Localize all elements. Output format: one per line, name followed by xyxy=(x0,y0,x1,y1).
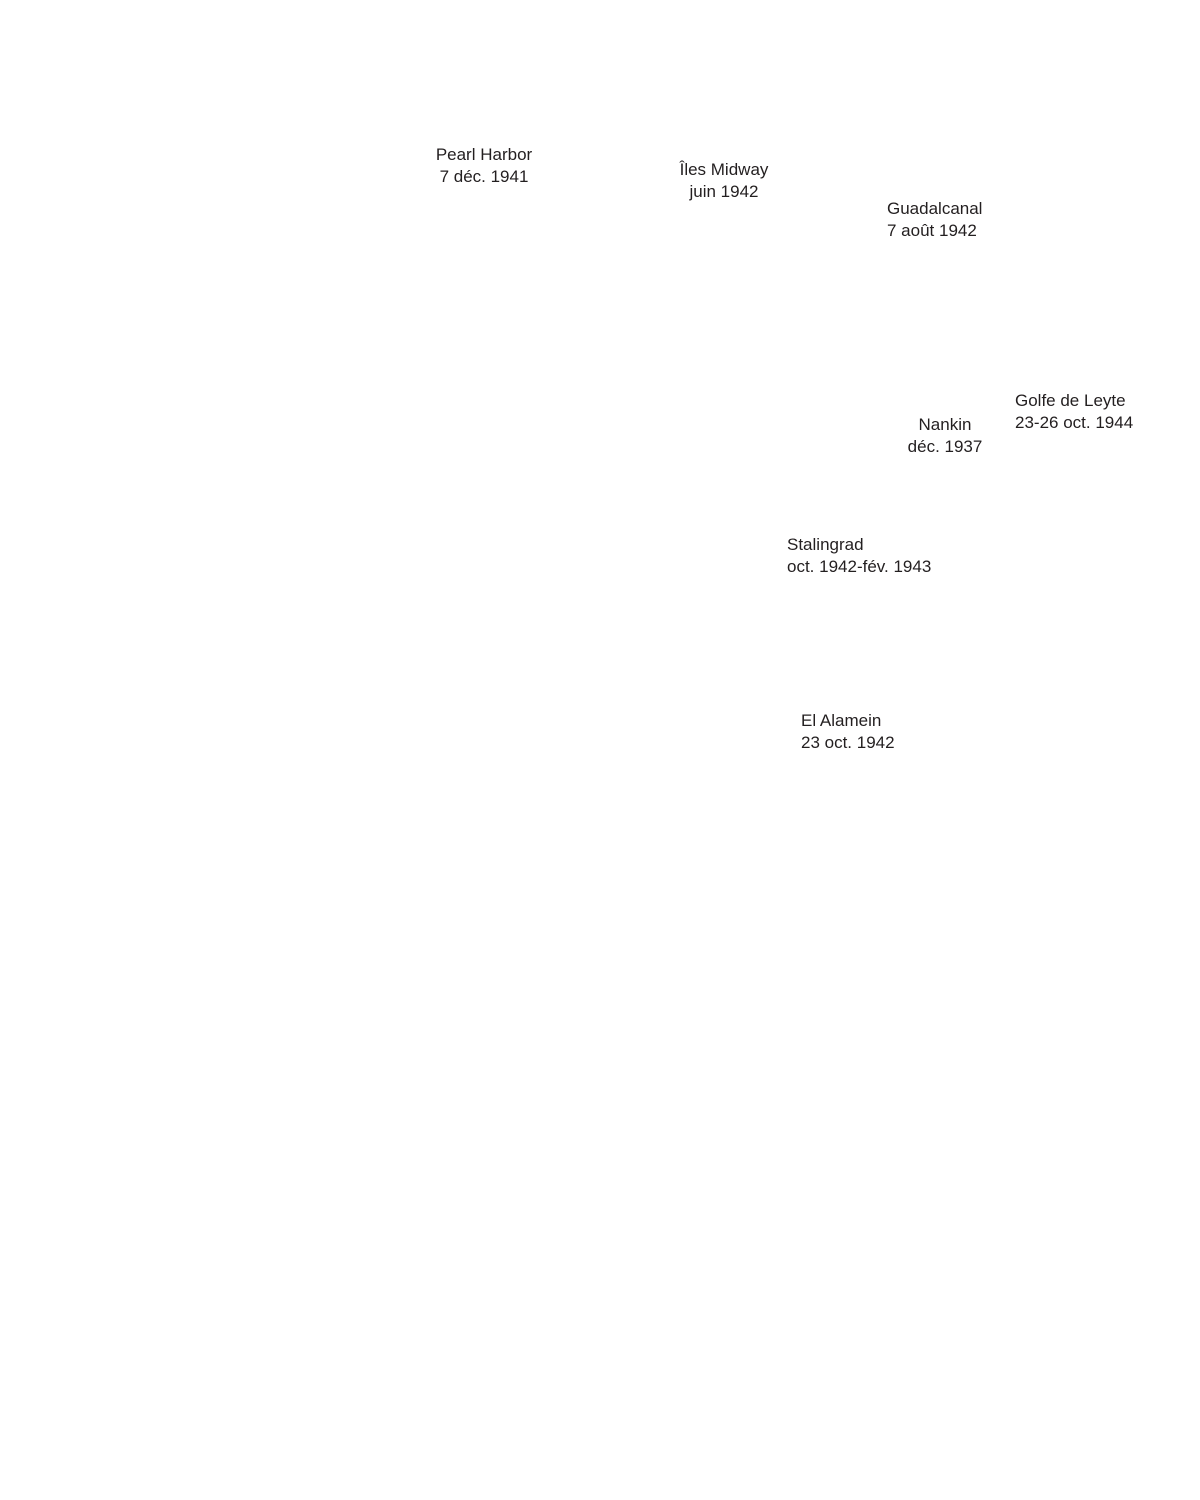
label-el-alamein xyxy=(801,710,895,754)
label-midway xyxy=(668,159,780,203)
label-midway-name: Îles Midway xyxy=(679,160,769,179)
label-el-alamein-name: El Alamein xyxy=(801,711,882,730)
label-leyte-name: Golfe de Leyte xyxy=(1015,391,1126,410)
label-nankin xyxy=(900,414,990,458)
label-pearl-harbor xyxy=(428,144,540,188)
label-guadalcanal xyxy=(887,198,982,242)
label-nankin-name: Nankin xyxy=(918,415,972,434)
label-pearl-harbor-date: 7 déc. 1941 xyxy=(439,167,529,186)
label-stalingrad xyxy=(787,534,931,578)
label-guadalcanal-name: Guadalcanal xyxy=(887,199,983,218)
label-nankin-date: déc. 1937 xyxy=(907,437,983,456)
label-stalingrad-date: oct. 1942-fév. 1943 xyxy=(787,557,932,576)
label-midway-date: juin 1942 xyxy=(689,182,759,201)
label-pearl-harbor-name: Pearl Harbor xyxy=(435,145,533,164)
label-el-alamein-date: 23 oct. 1942 xyxy=(801,733,895,752)
label-leyte-date: 23-26 oct. 1944 xyxy=(1015,413,1134,432)
label-leyte xyxy=(1015,390,1133,434)
label-guadalcanal-date: 7 août 1942 xyxy=(887,221,977,240)
label-stalingrad-name: Stalingrad xyxy=(787,535,864,554)
